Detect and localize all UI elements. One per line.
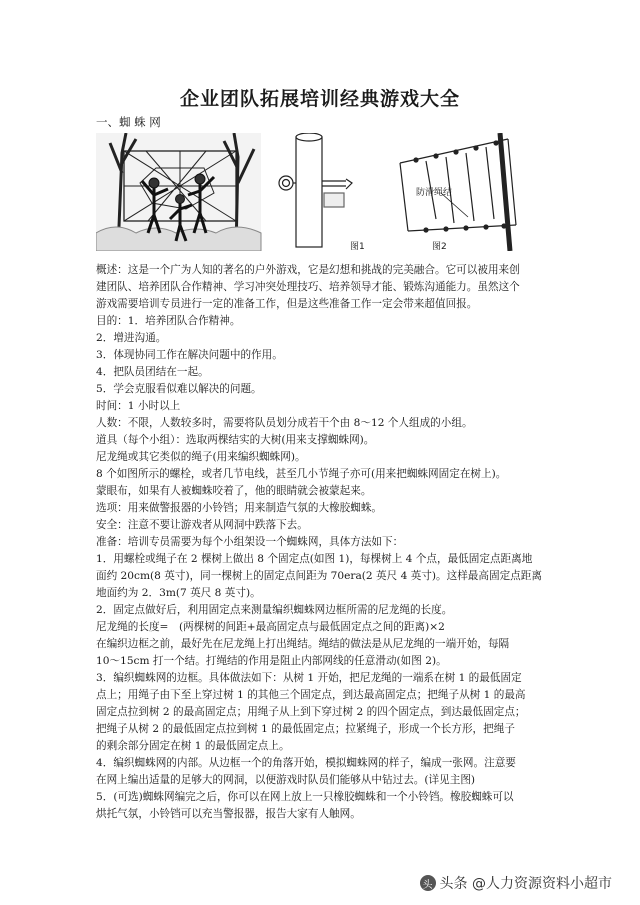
- figure-drawing: [96, 133, 538, 251]
- body-line: 4．编织蜘蛛网的内部。从边框一个的角落开始，模拟蜘蛛网的样子，编成一张网。注意要: [96, 757, 516, 769]
- body-line: 人数：不限，人数较多时，需要将队员划分成若干个由 8～12 个人组成的小组。: [96, 417, 473, 429]
- body-line: 蒙眼布，如果有人被蜘蛛咬着了，他的眼睛就会被蒙起来。: [96, 485, 372, 497]
- body-line: 游戏需要培训专员进行一定的准备工作，但是这些准备工作一定会带来超值回报。: [96, 298, 478, 310]
- body-text: [96, 262, 556, 823]
- figure-2-label: 图2: [432, 242, 447, 252]
- body-line: 固定点拉到树 2 的最高固定点；用绳子从上到下穿过树 2 的四个固定点，到达最低固定点；: [96, 706, 526, 718]
- body-line: 8 个如图所示的螺栓，或者几节电线，甚至几小节绳子亦可(用来把蜘蛛网固定在树上)。: [96, 468, 507, 480]
- body-line: 在网上编出适量的足够大的网洞，以便游戏时队员们能够从中钻过去。(详见主图): [96, 774, 476, 786]
- toutiao-logo-icon: 头: [420, 875, 436, 891]
- illustration-figure: [96, 133, 538, 251]
- figure-1-bolt-diagram: [279, 133, 352, 247]
- watermark-text: 头条 @人力资源资料小超市: [439, 876, 612, 892]
- body-line: 5．(可选)蜘蛛网编完之后，你可以在网上放上一只橡胶蜘蛛和一个小铃铛。橡胶蜘蛛可以: [96, 791, 514, 803]
- body-line: 2．增进沟通。: [96, 332, 167, 344]
- body-line: 建团队、培养团队合作精神、学习冲突处理技巧、培养领导才能、锻炼沟通能力。虽然这个: [96, 281, 520, 293]
- figure-1-label: 图1: [350, 242, 365, 252]
- body-line: 把绳子从树 2 的最低固定点拉到树 1 的最低固定点；拉紧绳子，形成一个长方形，把绳子: [96, 723, 515, 735]
- body-line: 时间：1 小时以上: [96, 400, 181, 412]
- spider-web-illustration: [96, 133, 261, 251]
- body-line: 1．用螺栓或绳子在 2 棵树上做出 8 个固定点(如图 1)，每棵树上 4 个点，最低固定点距离地: [96, 553, 533, 565]
- body-line: 10～15cm 打一个结。打绳结的作用是阻止内部网线的任意滑动(如图 2)。: [96, 655, 447, 667]
- body-line: 4．把队员团结在一起。: [96, 366, 209, 378]
- body-line: 准备：培训专员需要为每个小组架设一个蜘蛛网，具体方法如下：: [96, 536, 404, 548]
- body-line: 安全：注意不要让游戏者从网洞中跌落下去。: [96, 519, 308, 531]
- body-line: 尼龙绳的长度= (两棵树的间距+最高固定点与最低固定点之间的距离)×2: [96, 621, 445, 633]
- body-line: 3．编织蜘蛛网的边框。具体做法如下：从树 1 开始，把尼龙绳的一端系在树 1 的最低固定: [96, 672, 522, 684]
- body-line: 概述：这是一个广为人知的著名的户外游戏，它是幻想和挑战的完美融合。它可以被用来创: [96, 264, 520, 276]
- body-line: 点上；用绳子由下至上穿过树 1 的其他三个固定点，到达最高固定点；把绳子从树 1 的最高: [96, 689, 526, 701]
- body-line: 2．固定点做好后，利用固定点来测量编织蜘蛛网边框所需的尼龙绳的长度。: [96, 604, 453, 616]
- body-line: 3．体现协同工作在解决问题中的作用。: [96, 349, 283, 361]
- document-title: 企业团队拓展培训经典游戏大全: [179, 88, 460, 110]
- body-line: 目的：1．培养团队合作精神。: [96, 315, 241, 327]
- body-line: 道具（每个小组）：选取两棵结实的大树(用来支撑蜘蛛网)。: [96, 434, 375, 446]
- body-line: 尼龙绳或其它类似的绳子(用来编织蜘蛛网)。: [96, 451, 306, 463]
- body-line: 烘托气氛，小铃铛可以充当警报器，报告大家有人触网。: [96, 808, 361, 820]
- section-heading: 一、蜘 蛛 网: [96, 115, 161, 129]
- body-line: 面约 20cm(8 英寸)，同一棵树上的固定点间距为 70era(2 英尺 4 英寸)。这样最高固定点距离: [96, 570, 542, 582]
- body-line: 选项：用来做警报器的小铃铛；用来制造气氛的大橡胶蜘蛛。: [96, 502, 383, 514]
- body-line: 地面约为 2．3m(7 英尺 8 英寸)。: [96, 587, 261, 599]
- figure-2-annotation: 防滑绳结: [416, 188, 453, 198]
- watermark: [420, 873, 612, 893]
- body-line: 在编织边框之前，最好先在尼龙绳上打出绳结。绳结的做法是从尼龙绳的一端开始，每隔: [96, 638, 510, 650]
- body-line: 的剩余部分固定在树 1 的最低固定点上。: [96, 740, 290, 752]
- body-line: 5．学会克服看似难以解决的问题。: [96, 383, 262, 395]
